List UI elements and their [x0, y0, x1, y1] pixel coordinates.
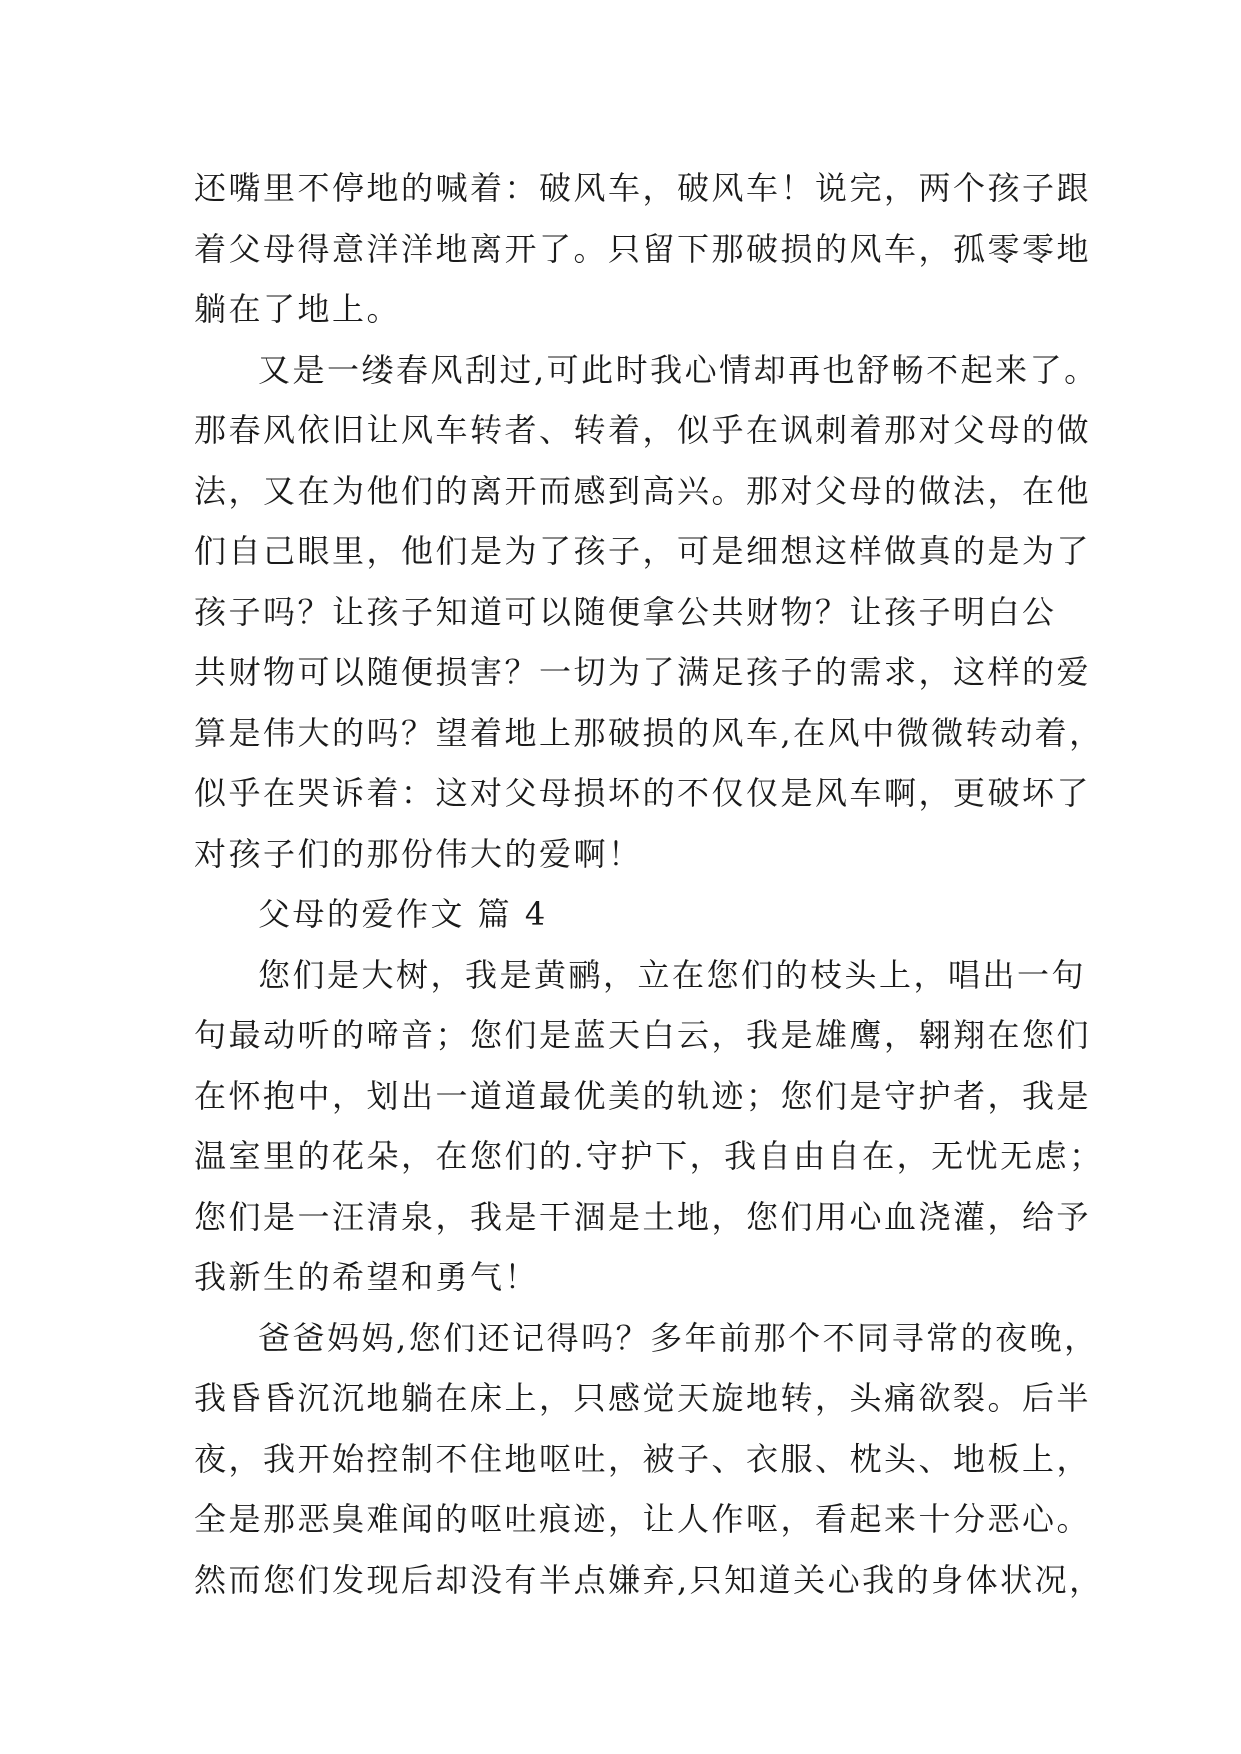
text-line: 算是伟大的吗？望着地上那破损的风车,在风中微微转动着，: [194, 713, 1104, 752]
text-line: 那春风依旧让风车转者、转着，似乎在讽刺着那对父母的做: [194, 411, 1092, 449]
text-line: 温室里的花朵，在您们的.守护下，我自由自在，无忧无虑；: [194, 1137, 1104, 1175]
text-line: 您们是一汪清泉，我是干涸是土地，您们用心血浇灌，给予: [194, 1197, 1092, 1236]
text-line: 爸爸妈妈,您们还记得吗？多年前那个不同寻常的夜晚，: [258, 1318, 1099, 1357]
text-line: 全是那恶臭难闻的呕吐痕迹，让人作呕，看起来十分恶心。: [194, 1500, 1092, 1538]
section-heading: 父母的爱作文 篇 4: [258, 895, 548, 933]
text-line: 您们是大树，我是黄鹂，立在您们的枝头上，唱出一句: [258, 955, 1087, 994]
text-line: 还嘴里不停地的喊着：破风车，破风车！说完，两个孩子跟: [194, 169, 1092, 207]
text-line: 着父母得意洋洋地离开了。只留下那破损的风车，孤零零地: [194, 229, 1092, 268]
document-body: [194, 158, 1104, 1610]
text-line: 夜，我开始控制不住地呕吐，被子、衣服、枕头、地板上，: [194, 1439, 1092, 1478]
text-line: 句最动听的啼音；您们是蓝天白云，我是雄鹰，翱翔在您们: [194, 1016, 1092, 1054]
text-line: 似乎在哭诉着：这对父母损坏的不仅仅是风车啊，更破坏了: [194, 774, 1092, 812]
text-line: 在怀抱中，划出一道道最优美的轨迹；您们是守护者，我是: [194, 1076, 1092, 1115]
text-line: 我新生的希望和勇气！: [194, 1258, 540, 1296]
text-line: 法，又在为他们的离开而感到高兴。那对父母的做法，在他: [194, 471, 1092, 510]
text-line: 又是一缕春风刮过,可此时我心情却再也舒畅不起来了。: [258, 350, 1099, 389]
text-line: 孩子吗？让孩子知道可以随便拿公共财物？让孩子明白公: [194, 592, 1057, 631]
text-line: 共财物可以随便损害？一切为了满足孩子的需求，这样的爱: [194, 653, 1092, 691]
text-line: 然而您们发现后却没有半点嫌弃,只知道关心我的身体状况，: [194, 1560, 1104, 1599]
text-line: 躺在了地上。: [194, 290, 402, 328]
text-line: 们自己眼里，他们是为了孩子，可是细想这样做真的是为了: [194, 532, 1092, 570]
text-line: 对孩子们的那份伟大的爱啊！: [194, 834, 643, 873]
text-line: 我昏昏沉沉地躺在床上，只感觉天旋地转，头痛欲裂。后半: [194, 1379, 1092, 1417]
